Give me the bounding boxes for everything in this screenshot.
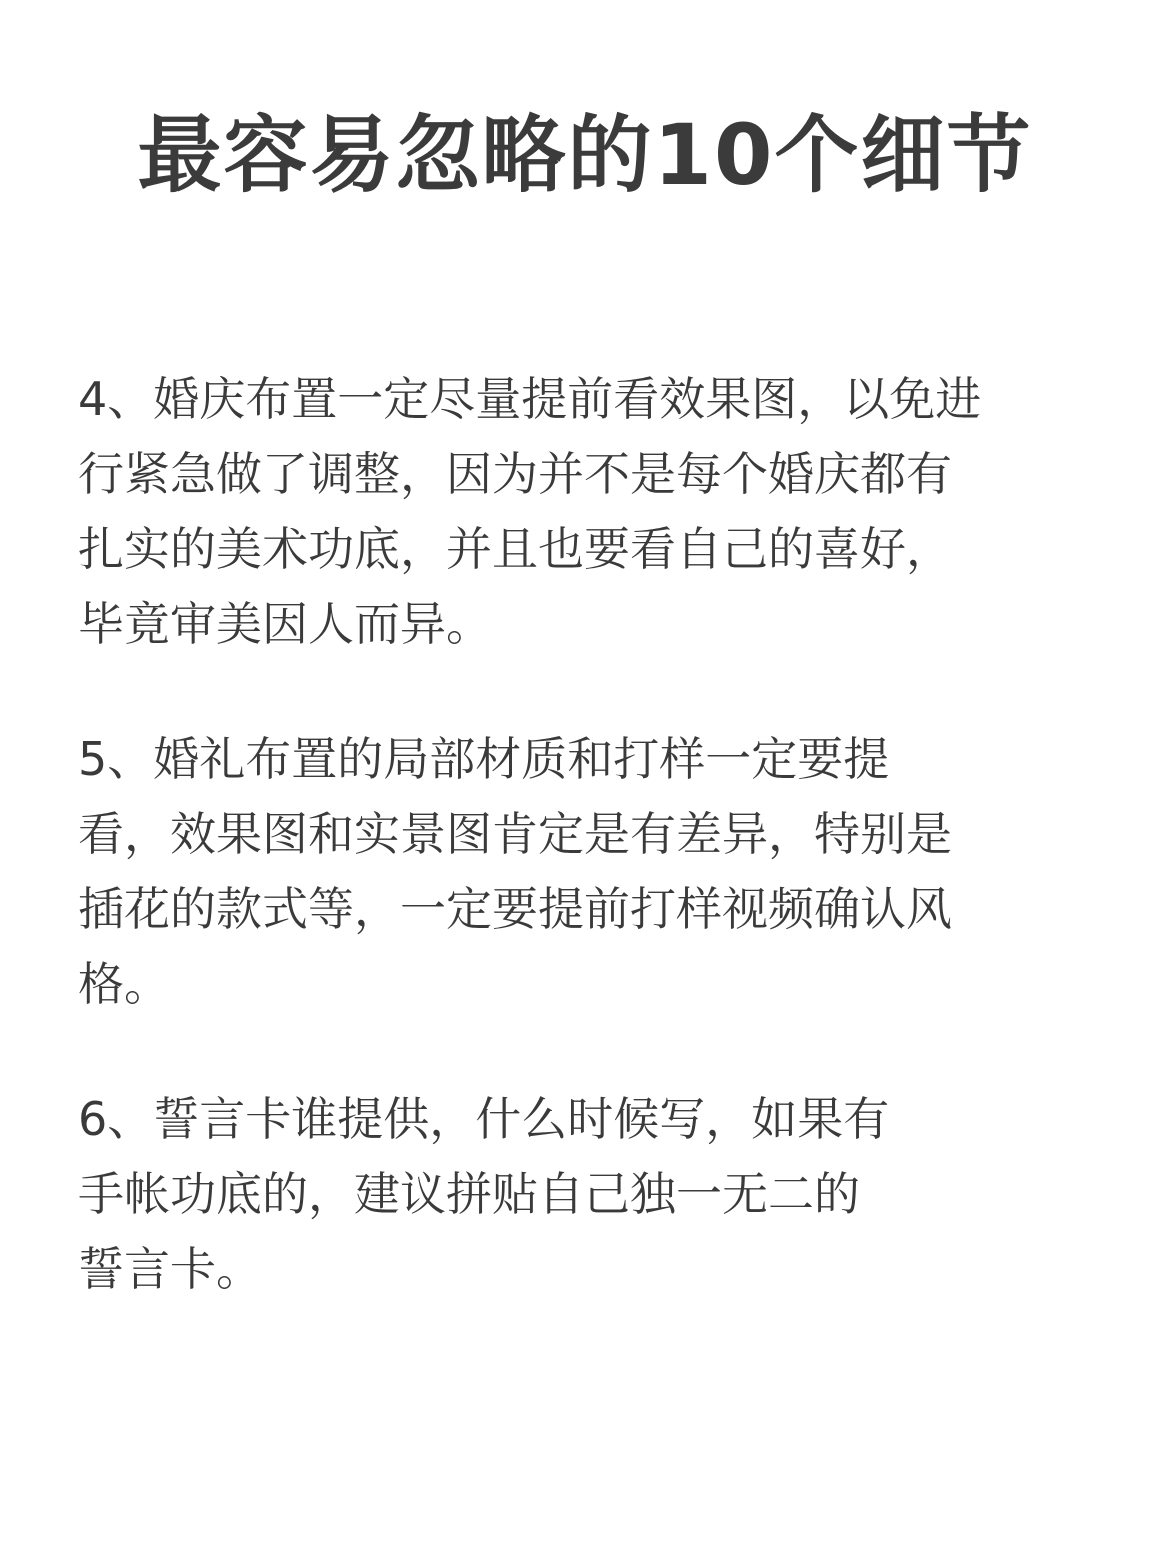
tip-paragraph-5 <box>78 722 1118 1022</box>
paragraph-line: 6、誓言卡谁提供，什么时候写，如果有 <box>78 1092 890 1146</box>
tip-paragraph-6 <box>78 1082 1118 1307</box>
paragraph-line: 格。 <box>78 957 170 1011</box>
paragraph-line: 插花的款式等，一定要提前打样视频确认风 <box>78 882 952 936</box>
paragraph-line: 手帐功底的，建议拼贴自己独一无二的 <box>78 1167 860 1221</box>
page-title: 最容易忽略的10个细节 <box>137 106 1033 204</box>
tip-paragraph-4 <box>78 362 1118 662</box>
paragraph-line: 行紧急做了调整，因为并不是每个婚庆都有 <box>78 447 952 501</box>
paragraph-line: 4、婚庆布置一定尽量提前看效果图，以免进 <box>78 372 982 426</box>
paragraph-line: 毕竟审美因人而异。 <box>78 597 492 651</box>
paragraph-line: 扎实的美术功底，并且也要看自己的喜好， <box>78 522 952 576</box>
paragraph-line: 看，效果图和实景图肯定是有差异，特别是 <box>78 807 952 861</box>
paragraph-line: 5、婚礼布置的局部材质和打样一定要提 <box>78 732 890 786</box>
paragraph-line: 誓言卡。 <box>78 1242 262 1296</box>
